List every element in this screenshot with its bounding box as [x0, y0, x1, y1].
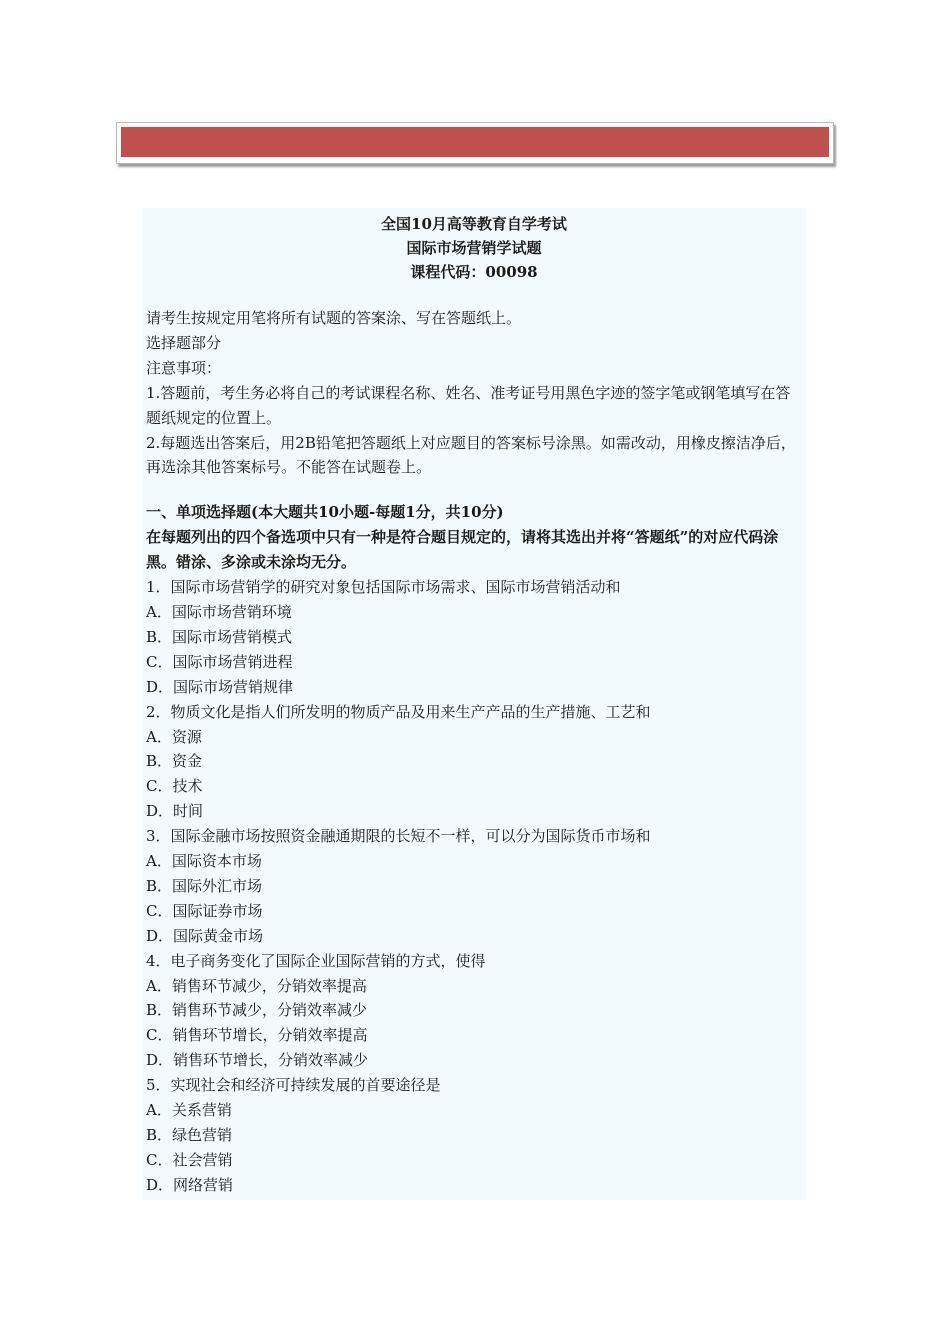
option-a: A．资源: [146, 727, 202, 746]
option-b: B．销售环节减少，分销效率减少: [146, 1001, 368, 1020]
option-c: C．国际证券市场: [146, 901, 263, 920]
question-4: [146, 949, 802, 1074]
exam-header: [146, 208, 802, 284]
question-2: [146, 700, 802, 825]
option-b: B．资金: [146, 752, 203, 771]
exam-title: 全国10月高等教育自学考试: [381, 215, 567, 233]
option-c: C．销售环节增长，分销效率提高: [146, 1026, 368, 1045]
option-c: C．国际市场营销进程: [146, 652, 293, 671]
question-3: [146, 824, 802, 949]
option-b: B．国际市场营销模式: [146, 627, 293, 646]
option-d: D．国际市场营销规律: [146, 677, 294, 696]
question-5: [146, 1073, 802, 1198]
question-stem: 5．实现社会和经济可持续发展的首要途径是: [146, 1076, 441, 1095]
question-stem: 4．电子商务变化了国际企业国际营销的方式，使得: [146, 951, 486, 970]
option-d: D．网络营销: [146, 1175, 234, 1194]
note-1: 1.答题前，考生务必将自己的考试课程名称、姓名、准考证号用黑色字迹的签字笔或钢笔填写在答题纸规定的位置上。: [146, 383, 791, 427]
option-b: B．国际外汇市场: [146, 876, 263, 895]
option-b: B．绿色营销: [146, 1126, 233, 1144]
question-stem: 2．物质文化是指人们所发明的物质产品及用来生产产品的生产措施、工艺和: [146, 702, 651, 721]
option-d: D．国际黄金市场: [146, 926, 264, 945]
option-d: D．时间: [146, 802, 204, 821]
option-c: C．社会营销: [146, 1150, 233, 1169]
part-label: 选择题部分: [146, 333, 222, 352]
option-a: A．国际市场营销环境: [146, 602, 292, 621]
option-a: A．关系营销: [146, 1101, 232, 1120]
question-stem: 1．国际市场营销学的研究对象包括国际市场需求、国际市场营销活动和: [146, 578, 621, 597]
answer-instruction: 请考生按规定用笔将所有试题的答案涂、写在答题纸上。: [146, 309, 522, 327]
course-code: 课程代码：00098: [410, 263, 538, 281]
notes-title: 注意事项：: [146, 358, 222, 377]
exam-content: [142, 208, 806, 1200]
question-1: [146, 575, 802, 700]
banner-fill: [121, 127, 829, 157]
option-d: D．销售环节增长，分销效率减少: [146, 1051, 369, 1070]
question-stem: 3．国际金融市场按照资金融通期限的长短不一样，可以分为国际货币市场和: [146, 827, 651, 846]
note-2: 2.每题选出答案后，用2B铅笔把答题纸上对应题目的答案标号涂黑。如需改动，用橡皮擦洁净后，再选涂其他答案标号。不能答在试题卷上。: [146, 433, 796, 477]
decorative-banner: [116, 122, 834, 164]
option-a: A．销售环节减少，分销效率提高: [146, 976, 367, 995]
section-heading: 一、单项选择题(本大题共10小题-每题1分，共10分): [146, 503, 504, 522]
option-a: A．国际资本市场: [146, 852, 262, 871]
section-instruction: 在每题列出的四个备选项中只有一种是符合题目规定的，请将其选出并将“答题纸”的对应代码涂黑。错涂、多涂或未涂均无分。: [146, 528, 779, 572]
option-c: C．技术: [146, 777, 203, 796]
exam-subject: 国际市场营销学试题: [406, 239, 542, 257]
